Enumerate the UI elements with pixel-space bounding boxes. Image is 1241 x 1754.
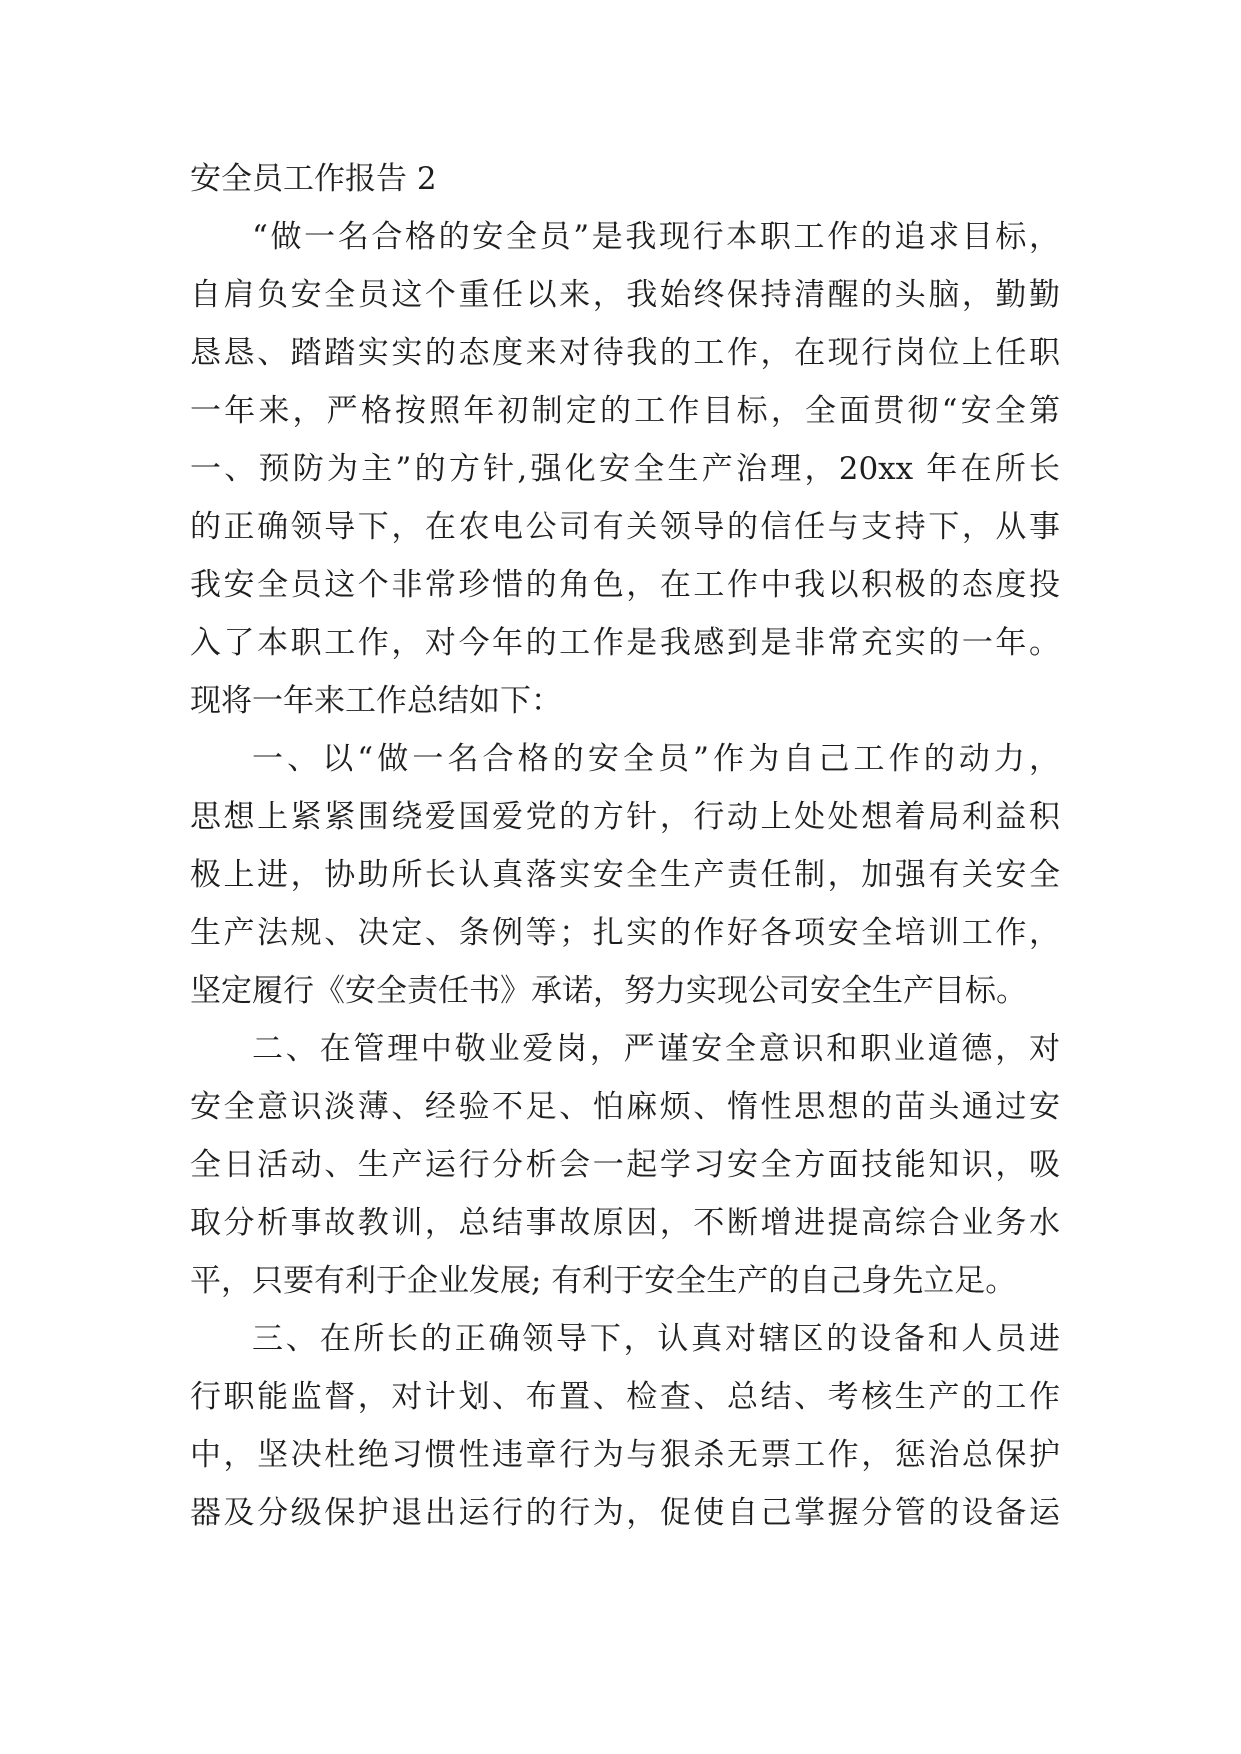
paragraph-2-line-3: 极上进，协助所长认真落实安全生产责任制，加强有关安全: [190, 857, 1060, 893]
paragraph-1-line-3: 恳恳、踏踏实实的态度来对待我的工作，在现行岗位上任职: [190, 335, 1060, 371]
paragraph-4-line-3: 中，坚决杜绝习惯性违章行为与狠杀无票工作，惩治总保护: [190, 1437, 1060, 1473]
paragraph-1-line-2: 自肩负安全员这个重任以来，我始终保持清醒的头脑，勤勤: [190, 277, 1060, 313]
paragraph-3-line-5: 平，只要有利于企业发展; 有利于安全生产的自己身先立足。: [190, 1263, 1017, 1299]
document-body: [190, 150, 1060, 1542]
paragraph-1-line-6: 的正确领导下，在农电公司有关领导的信任与支持下，从事: [190, 509, 1060, 545]
paragraph-1-line-7: 我安全员这个非常珍惜的角色，在工作中我以积极的态度投: [190, 567, 1060, 603]
paragraph-2-line-4: 生产法规、决定、条例等；扎实的作好各项安全培训工作，: [190, 915, 1060, 951]
paragraph-3-line-1: 二、在管理中敬业爱岗，严谨安全意识和职业道德，对: [252, 1031, 1060, 1067]
paragraph-1-line-1: “做一名合格的安全员”是我现行本职工作的追求目标，: [252, 219, 1060, 255]
paragraph-2-line-5: 坚定履行《安全责任书》承诺，努力实现公司安全生产目标。: [190, 973, 1027, 1009]
paragraph-4-line-1: 三、在所长的正确领导下，认真对辖区的设备和人员进: [252, 1321, 1060, 1357]
paragraph-3-line-3: 全日活动、生产运行分析会一起学习安全方面技能知识，吸: [190, 1147, 1060, 1183]
paragraph-1-line-8: 入了本职工作，对今年的工作是我感到是非常充实的一年。: [190, 625, 1060, 661]
document-title: 安全员工作报告 2: [190, 161, 437, 197]
paragraph-2-line-1: 一、以“做一名合格的安全员”作为自己工作的动力，: [252, 741, 1060, 777]
paragraph-3-line-2: 安全意识淡薄、经验不足、怕麻烦、惰性思想的苗头通过安: [190, 1089, 1060, 1125]
paragraph-4-line-2: 行职能监督，对计划、布置、检查、总结、考核生产的工作: [190, 1379, 1060, 1415]
paragraph-1-line-5: 一、预防为主”的方针,强化安全生产治理，20xx 年在所长: [190, 451, 1060, 487]
paragraph-1-line-9: 现将一年来工作总结如下：: [190, 683, 562, 719]
paragraph-2-line-2: 思想上紧紧围绕爱国爱党的方针，行动上处处想着局利益积: [190, 799, 1060, 835]
paragraph-4-line-4: 器及分级保护退出运行的行为，促使自己掌握分管的设备运: [190, 1495, 1060, 1531]
paragraph-1-line-4: 一年来，严格按照年初制定的工作目标，全面贯彻“安全第: [190, 393, 1060, 429]
paragraph-3-line-4: 取分析事故教训，总结事故原因，不断增进提高综合业务水: [190, 1205, 1060, 1241]
